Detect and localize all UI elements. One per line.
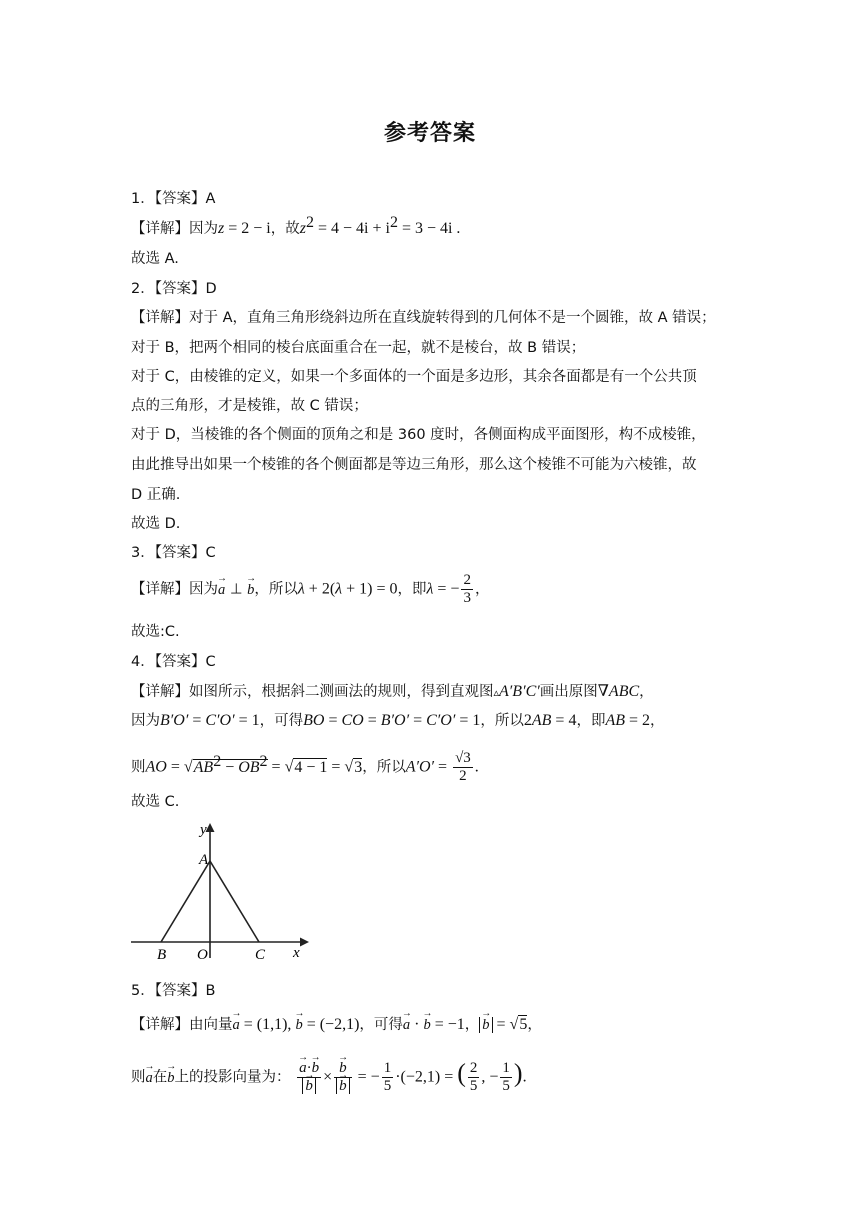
q5-fraction-2: → b → b (334, 1060, 352, 1095)
q2-line-1: 【详解】对于 A，直角三角形绕斜边所在直线旋转得到的几何体不是一个圆锥，故 A 错误； (131, 310, 716, 326)
label-b: B (157, 947, 167, 963)
q3-mid-2: ，即 (397, 581, 427, 598)
q4-line-1: 【详解】如图所示，根据斜二测画法的规则，得到直观图▵A′B′C′画出原图∇ABC， (131, 683, 654, 700)
label-a: A (199, 852, 209, 868)
q5-fraction-5: $\frac{1}{5}$ (502, 1060, 510, 1094)
side-ac (210, 861, 259, 942)
q5-detail: 【详解】由向量→ a = (1,1), → b = (−2,1)，可得→ a · → b = −1，→ b = √5， (131, 1015, 542, 1035)
q2-line-6: 由此推导出如果一个棱锥的各个侧面都是等边三角形，那么这个棱锥不可能为六棱锥，故 (131, 457, 697, 473)
label-x: x (293, 945, 300, 961)
q2-line-5: 对于 D，当棱锥的各个侧面的顶角之和是 360 度时，各侧面构成平面图形，构不成棱锥， (131, 427, 706, 443)
q4-conclusion: 故选 C. (131, 794, 180, 810)
q1-detail-mid: ，故 (270, 221, 300, 237)
q4-fraction: $\frac{√3}{2}$ (455, 750, 471, 784)
q4-line-2b: ，可得 (259, 713, 304, 729)
q5-answer: 5．【答案】B (131, 983, 216, 999)
q4-line-1a: 【详解】如图所示，根据斜二测画法的规则，得到直观图 (131, 684, 494, 700)
q5-line-2c: 上的投影向量为： (174, 1069, 291, 1086)
q1-detail: 【详解】因为z = 2 − i，故$z^2 = 4 - 4i + i^2 = 3 - 4i$ . (131, 214, 461, 237)
q2-line-7: D 正确. (131, 487, 181, 503)
q4-line-2d: ，即 (576, 713, 606, 729)
y-axis-arrow (206, 823, 215, 832)
q4-triangle-figure (128, 818, 318, 968)
q5-fraction-1: → a·→ b → b (297, 1060, 321, 1095)
q4-line-3b: ，所以 (362, 759, 406, 776)
q1-answer: 1．【答案】A (131, 191, 216, 207)
x-axis-arrow (300, 938, 309, 947)
label-c: C (255, 947, 266, 963)
q2-line-2: 对于 B，把两个相同的棱台底面重合在一起，就不是棱台，故 B 错误； (131, 340, 586, 356)
q5-line-2b: 在 (152, 1069, 168, 1086)
label-y: y (200, 822, 207, 838)
q2-answer: 2．【答案】D (131, 281, 217, 297)
q4-answer: 4．【答案】C (131, 654, 216, 670)
q3-detail-label: 【详解】因为 (131, 581, 218, 598)
q5-fraction-4: $\frac{2}{5}$ (469, 1060, 478, 1094)
q4-line-3: 则AO = $√AB^2 - OB^2 = √4 - 1 = √3$，所以A′O′ = $\frac{√3}{2}$ . (131, 750, 479, 784)
q3-conclusion: 故选:C. (131, 624, 180, 640)
q4-line-3a: 则 (131, 759, 146, 776)
side-ab (161, 861, 210, 942)
q3-mid-1: ，所以 (254, 581, 298, 598)
q4-line-2c: ，所以 (480, 713, 524, 729)
page-title: 参考答案 (383, 121, 476, 146)
q5-fraction-3: $\frac{1}{5}$ (383, 1060, 392, 1094)
q1-conclusion: 故选 A. (131, 251, 179, 267)
q5-line-2: 则→ a在→ b上的投影向量为： → a·→ b → b × → b → b = − $\frac{1}{5}$ ·(−2,1) = ( $\frac{2}{5}$ , − $\frac{1}{5}$ ). (131, 1060, 527, 1095)
q1-detail-label: 【详解】因为 (131, 221, 218, 237)
q5-mid-1: ，可得 (359, 1017, 403, 1033)
q4-line-1b: 画出原图 (539, 684, 598, 700)
q5-line-2a: 则 (131, 1069, 146, 1086)
q2-conclusion: 故选 D. (131, 516, 181, 532)
q2-line-3: 对于 C，由棱锥的定义，如果一个多面体的一个面是多边形，其余各面都是有一个公共顶 (131, 369, 697, 385)
q4-line-2a: 因为 (131, 713, 160, 729)
q5-detail-label: 【详解】由向量 (131, 1017, 233, 1033)
q3-detail: 【详解】因为→ a ⊥ → b，所以λ + 2(λ + 1) = 0，即λ = − $\frac{2}{3}$ ， (131, 572, 489, 607)
q2-line-4: 点的三角形，才是棱锥，故 C 错误； (131, 398, 368, 414)
q3-fraction: $\frac{2}{3}$ (463, 572, 471, 606)
label-o: O (197, 947, 208, 963)
q4-line-2: 因为B′O′ = C′O′ = 1，可得BO = CO = B′O′ = C′O′ = 1，所以2AB = 4，即AB = 2， (131, 712, 665, 729)
q3-answer: 3．【答案】C (131, 545, 216, 561)
